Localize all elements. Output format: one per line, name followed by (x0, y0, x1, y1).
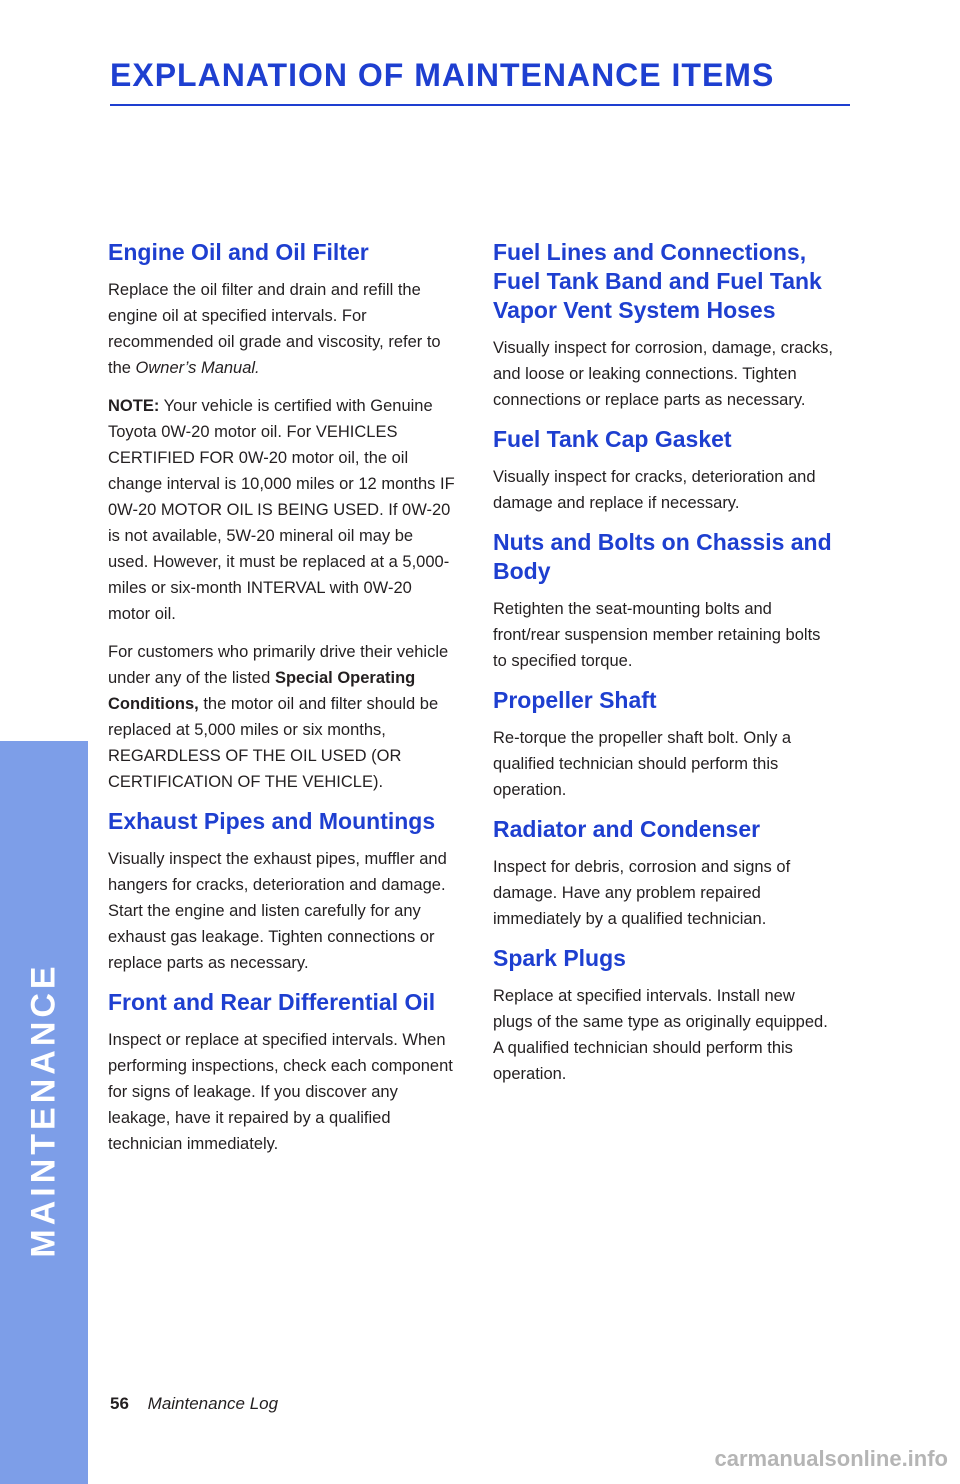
section-heading: Radiator and Condenser (493, 816, 761, 842)
section-heading: Front and Rear Differential Oil (108, 989, 436, 1015)
paragraph: Retighten the seat-mounting bolts and front/rear suspension member retaining bolts to specified torque. (493, 600, 821, 670)
section-heading: Fuel Tank Cap Gasket (493, 426, 732, 452)
section-exhaust (108, 807, 458, 976)
paragraph: Inspect for debris, corrosion and signs of damage. Have any problem repaired immediately by a qualified technician. (493, 858, 791, 928)
note-text: Your vehicle is certified with Genuine Toyota 0W-20 motor oil. For VEHICLES CERTIFIED FOR 0W-20 motor oil, the oil change interval is 10,000 miles or 12 months IF 0W-20 MOTOR OIL IS BEING USED. If 0W-20 is not available, 5W-20 mineral oil may be used. However, it must be replaced at a 5,000-miles or six-month INTERVAL with 0W-20 motor oil. (108, 397, 455, 623)
paragraph: Visually inspect for corrosion, damage, cracks, and loose or leaking connections. Tighten connections or replace parts as necessary. (493, 339, 833, 409)
paragraph (108, 639, 458, 795)
paragraph: Replace at specified intervals. Install new plugs of the same type as originally equipped. A qualified technician should perform this operation. (493, 987, 828, 1083)
section-heading: Nuts and Bolts on Chassis and Body (493, 529, 832, 584)
section-heading: Engine Oil and Oil Filter (108, 239, 369, 265)
section-fuel-lines (493, 238, 833, 413)
section-heading: Propeller Shaft (493, 687, 657, 713)
note-paragraph (108, 393, 458, 627)
section-heading: Spark Plugs (493, 945, 626, 971)
special-operating-conditions-term: Special Operating Conditions, (108, 669, 416, 713)
paragraph-text: the motor oil and filter should be replaced at 5,000 miles or six months, REGARDLESS OF THE OIL USED (OR CERTIFICATION OF THE VEHICLE). (108, 695, 439, 791)
page-title: EXPLANATION OF MAINTENANCE ITEMS (110, 57, 775, 93)
paragraph-text: Replace the oil filter and drain and refill the engine oil at specified intervals. For recommended oil grade and viscosity, refer to the (108, 281, 441, 377)
owners-manual-reference: Owner’s Manual. (135, 359, 260, 377)
paragraph: Re-torque the propeller shaft bolt. Only a qualified technician should perform this operation. (493, 729, 792, 799)
section-spark-plugs (493, 944, 833, 1087)
left-column (108, 238, 458, 1169)
note-label: NOTE: (108, 397, 160, 415)
section-nuts-bolts (493, 528, 833, 674)
side-tab-label: MAINTENANCE (24, 962, 63, 1258)
paragraph: Inspect or replace at specified intervals. When performing inspections, check each component for signs of leakage. If you discover any leakage, have it repaired by a qualified technician immediately. (108, 1031, 453, 1153)
section-propeller (493, 686, 833, 803)
section-differential (108, 988, 458, 1157)
section-engine-oil (108, 238, 458, 795)
page-footer (110, 1394, 278, 1414)
section-heading: Fuel Lines and Connections, Fuel Tank Band and Fuel Tank Vapor Vent System Hoses (493, 239, 822, 323)
section-fuel-cap (493, 425, 833, 516)
paragraph (108, 277, 458, 381)
section-heading: Exhaust Pipes and Mountings (108, 808, 436, 834)
page-header (110, 56, 850, 106)
footer-label: Maintenance Log (147, 1394, 279, 1413)
watermark: carmanualsonline.info (714, 1446, 948, 1471)
right-column (493, 238, 833, 1099)
paragraph-text: For customers who primarily drive their vehicle under any of the listed (108, 643, 449, 687)
page-number: 56 (110, 1394, 129, 1413)
section-radiator (493, 815, 833, 932)
paragraph: Visually inspect for cracks, deterioration and damage and replace if necessary. (493, 468, 816, 512)
paragraph: Visually inspect the exhaust pipes, muffler and hangers for cracks, deterioration and damage. Start the engine and listen carefully for any exhaust gas leakage. Tighten connections or replace parts as necessary. (108, 850, 447, 972)
